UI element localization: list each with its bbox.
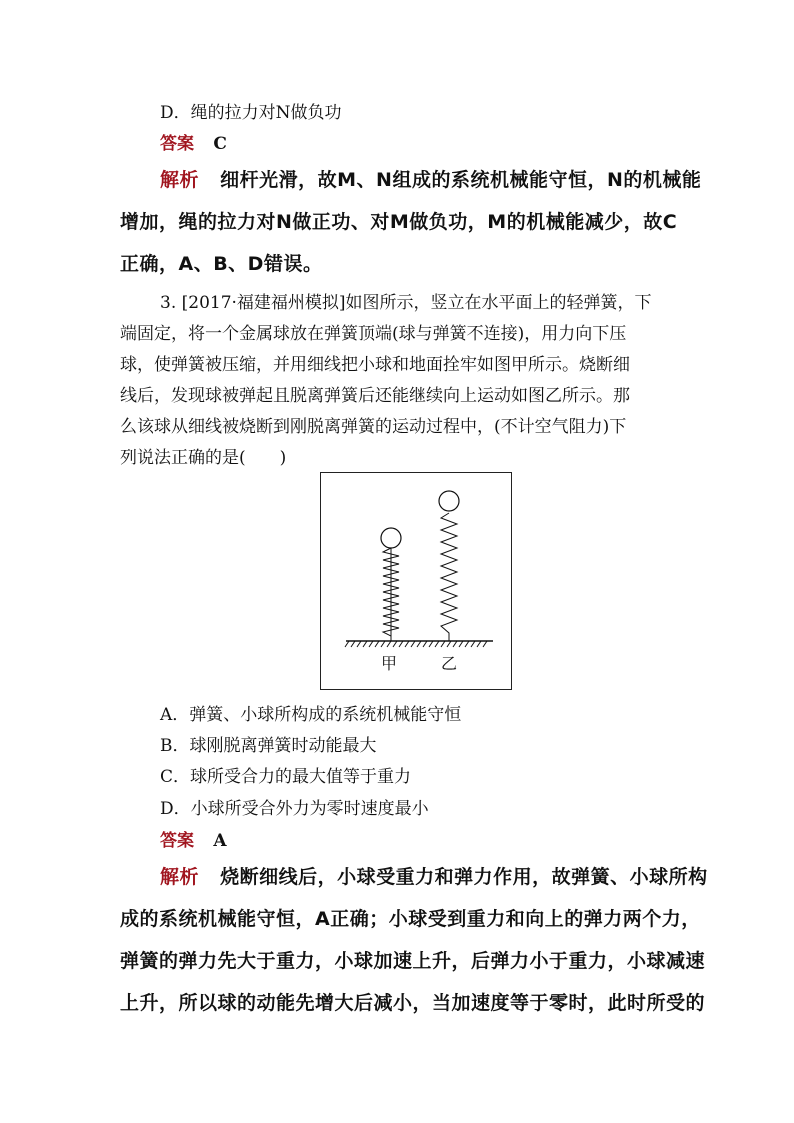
prev-analysis-line-1: 解析 细杆光滑，故M、N组成的系统机械能守恒，N的机械能 <box>160 169 702 191</box>
q3-answer <box>160 826 227 851</box>
spring-yi <box>441 513 457 641</box>
q3-analysis-line-2: 成的系统机械能守恒，A正确；小球受到重力和向上的弹力两个力， <box>120 908 701 930</box>
label-jia: 甲 <box>380 654 398 673</box>
spring-figure <box>320 472 512 690</box>
analysis-label: 解析 <box>160 169 200 191</box>
spring-diagram <box>321 473 511 689</box>
q3-stem-line-3: 球，使弹簧被压缩，并用细线把小球和地面拴牢如图甲所示。烧断细 <box>120 355 630 375</box>
q3-analysis-line-3: 弹簧的弹力先大于重力，小球加速上升，后弹力小于重力，小球减速 <box>120 950 706 972</box>
q3-stem-line-1: 3. [2017·福建福州模拟]如图所示，竖立在水平面上的轻弹簧，下 <box>160 293 652 313</box>
prev-answer <box>160 129 227 154</box>
q3-stem-line-5: 么该球从细线被烧断到刚脱离弹簧的运动过程中，(不计空气阻力)下 <box>120 417 627 437</box>
q3-stem-line-4: 线后，发现球被弹起且脱离弹簧后还能继续向上运动如图乙所示。那 <box>120 386 630 406</box>
prev-analysis-line-3: 正确，A、B、D错误。 <box>120 253 323 275</box>
answer-value: A <box>213 831 227 851</box>
analysis-label: 解析 <box>160 866 200 888</box>
answer-label: 答案 <box>160 831 194 851</box>
answer-label: 答案 <box>160 134 194 154</box>
q3-option-a: A．弹簧、小球所构成的系统机械能守恒 <box>160 705 462 725</box>
q3-stem-line-6: 列说法正确的是( ) <box>120 448 287 468</box>
prev-option-d: D．绳的拉力对N做负功 <box>160 103 342 123</box>
q3-option-b: B．球刚脱离弹簧时动能最大 <box>160 736 377 756</box>
ball-jia <box>381 528 401 548</box>
ball-yi <box>439 491 459 511</box>
q3-analysis-line-1: 解析 烧断细线后，小球受重力和弹力作用，故弹簧、小球所构 <box>160 866 708 888</box>
label-yi: 乙 <box>440 654 458 673</box>
q3-option-c: C．球所受合力的最大值等于重力 <box>160 767 412 787</box>
answer-value: C <box>213 134 227 154</box>
ground-hatch <box>345 641 487 647</box>
q3-analysis-line-4: 上升，所以球的动能先增大后减小，当加速度等于零时，此时所受的 <box>120 992 706 1014</box>
prev-analysis-line-2: 增加，绳的拉力对N做正功、对M做负功，M的机械能减少，故C <box>120 211 678 233</box>
q3-option-d: D．小球所受合外力为零时速度最小 <box>160 799 429 819</box>
q3-stem-line-2: 端固定，将一个金属球放在弹簧顶端(球与弹簧不连接)，用力向下压 <box>120 324 627 344</box>
